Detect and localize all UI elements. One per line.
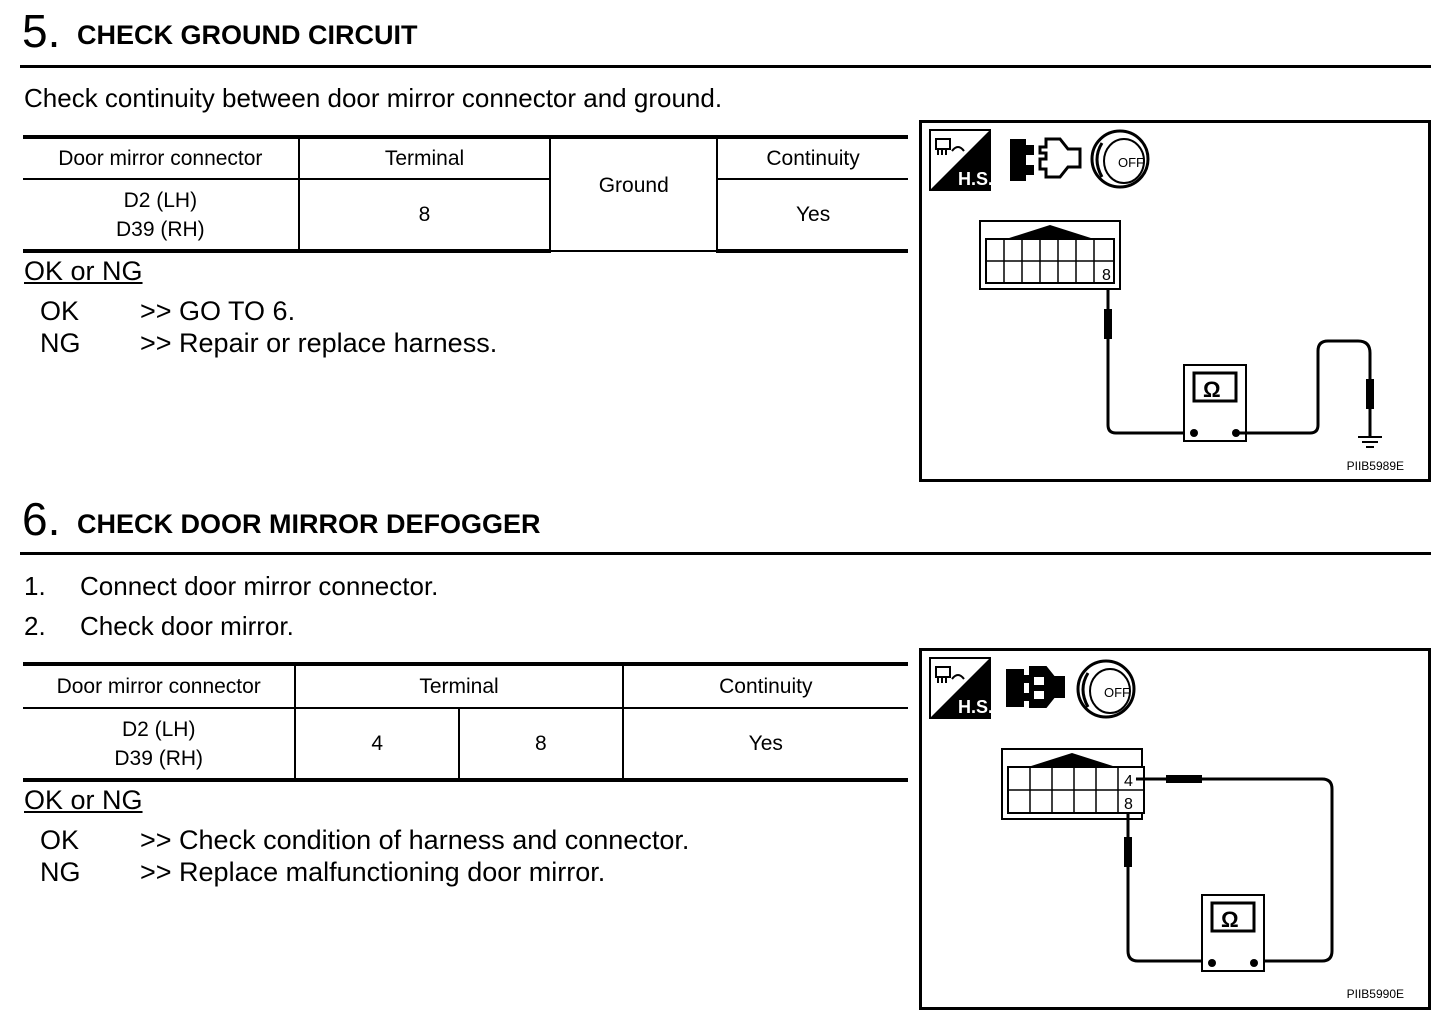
table-header: Door mirror connector (23, 664, 295, 708)
result-action: >> Check condition of harness and connector. (140, 825, 690, 855)
off-label: OFF (1104, 685, 1130, 700)
table-header: Door mirror connector (23, 137, 299, 179)
figure-id: PIIB5990E (1346, 987, 1404, 1001)
table-header: Continuity (717, 137, 908, 179)
ok-or-ng-heading: OK or NG (24, 785, 143, 815)
connector-face (1002, 749, 1144, 819)
table-cell-connector (23, 708, 295, 780)
hs-label: H.S. (958, 169, 994, 189)
list-item: Check door mirror. (80, 611, 294, 641)
defogger-check-diagram (919, 648, 1431, 1010)
section-divider (20, 552, 1431, 555)
terminal-label: 8 (1102, 267, 1111, 284)
table-cell-continuity: Yes (717, 179, 908, 251)
table-header: Continuity (623, 664, 908, 708)
result-line (40, 298, 840, 330)
result-action: >> GO TO 6. (140, 296, 296, 326)
ground-circuit-diagram (919, 120, 1431, 482)
list-item: Connect door mirror connector. (80, 571, 439, 601)
off-label: OFF (1118, 155, 1144, 170)
connector-lh: D2 (LH) (123, 188, 198, 212)
table-cell-ground: Ground (550, 137, 717, 251)
connector-rh: D39 (RH) (114, 746, 204, 770)
hs-label: H.S. (958, 697, 994, 717)
step-instruction: Check continuity between door mirror connector and ground. (24, 83, 723, 113)
connector-lh: D2 (LH) (121, 717, 196, 741)
result-line (40, 330, 840, 362)
table-cell-connector (23, 179, 299, 251)
connector-disconnected-icon (1010, 139, 1080, 181)
probe-tip (1104, 309, 1112, 339)
table-cell-terminal: 4 (295, 708, 459, 780)
step-title: CHECK DOOR MIRROR DEFOGGER (77, 509, 541, 539)
result-action: >> Replace malfunctioning door mirror. (140, 857, 606, 887)
table-cell-continuity: Yes (623, 708, 908, 780)
terminal-label: 8 (1124, 796, 1133, 813)
table-cell-terminal: 8 (299, 179, 551, 251)
terminal-label: 4 (1124, 773, 1133, 790)
result-code: NG (40, 857, 81, 887)
table-header: Terminal (295, 664, 622, 708)
ohm-symbol: Ω (1221, 907, 1239, 932)
probe-wire (1108, 289, 1194, 433)
step-number: 5. (22, 5, 61, 57)
step-number: 6. (22, 493, 61, 545)
ohm-symbol: Ω (1203, 377, 1221, 402)
result-action: >> Repair or replace harness. (140, 328, 498, 358)
table-header: Terminal (299, 137, 551, 179)
ground-icon (1358, 437, 1382, 447)
section-divider (20, 65, 1431, 68)
ground-wire (1236, 341, 1370, 437)
result-code: NG (40, 328, 81, 358)
list-number: 1. (24, 571, 46, 601)
connector-rh: D39 (RH) (115, 217, 205, 241)
figure-id: PIIB5989E (1346, 459, 1404, 473)
result-line (40, 827, 840, 859)
probe-tip (1124, 837, 1132, 867)
connector-connected-icon (1006, 667, 1064, 707)
probe-tip (1366, 379, 1374, 409)
connector-face (980, 221, 1120, 289)
result-line (40, 859, 840, 891)
continuity-spec-table (23, 135, 908, 253)
probe-tip (1166, 775, 1202, 783)
ok-or-ng-heading: OK or NG (24, 256, 143, 286)
list-number: 2. (24, 611, 46, 641)
table-cell-terminal: 8 (459, 708, 623, 780)
result-code: OK (40, 296, 80, 326)
continuity-spec-table (23, 662, 908, 782)
step-title: CHECK GROUND CIRCUIT (77, 20, 418, 50)
result-code: OK (40, 825, 80, 855)
probe-wire (1128, 813, 1212, 961)
